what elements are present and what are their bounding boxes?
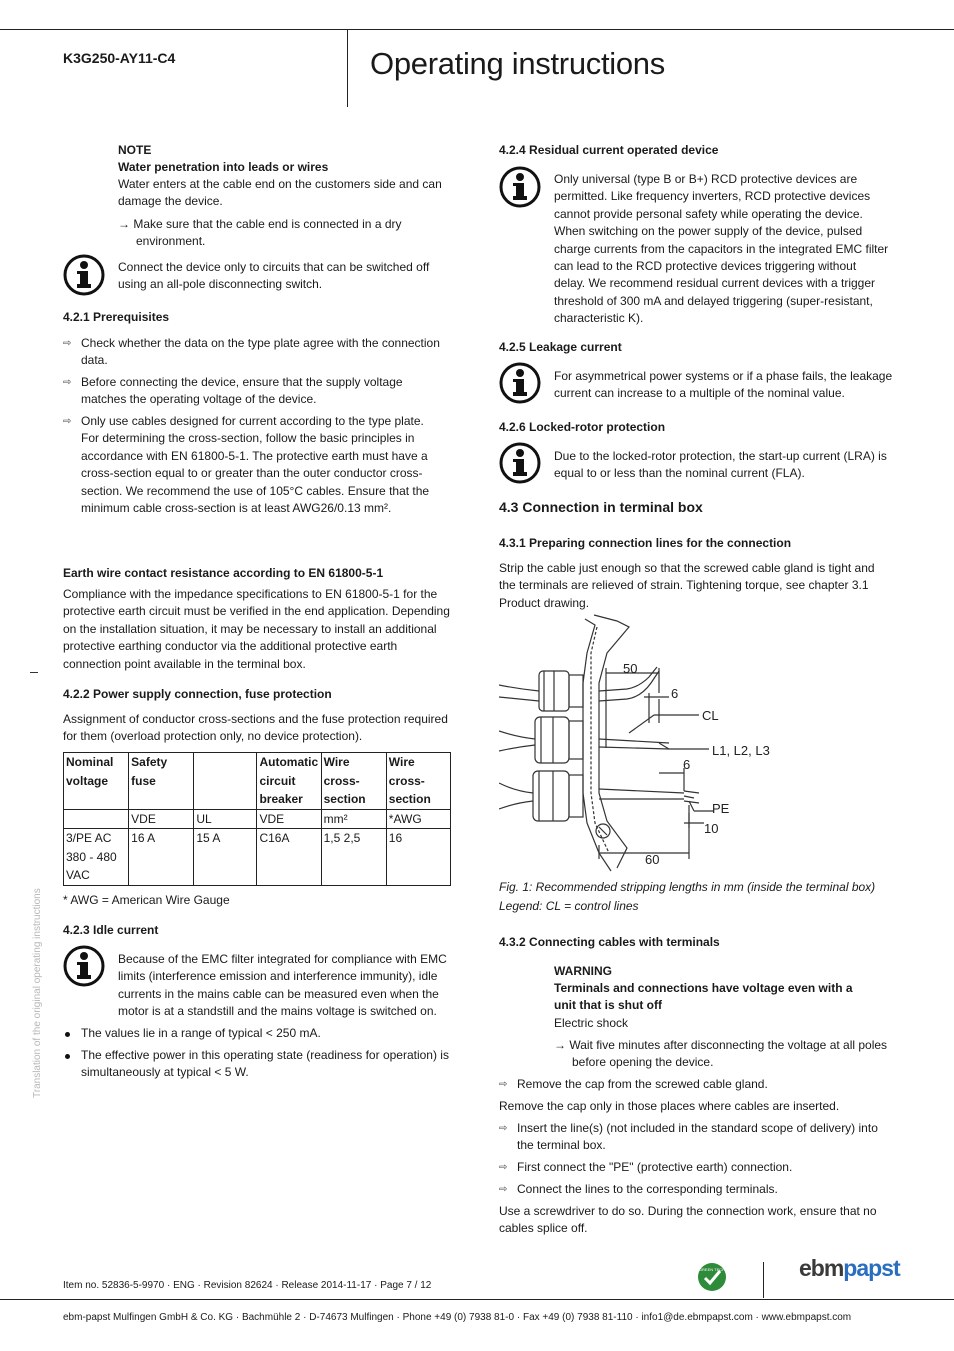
table-cell: 1,5 2,5 xyxy=(321,829,386,886)
prep-heading: 4.3.1 Preparing connection lines for the connection xyxy=(499,536,792,550)
info-icon xyxy=(499,442,541,484)
warning-title: Terminals and connections have voltage even with a unit that is shut off xyxy=(554,981,853,1013)
arrow-icon: ⇨ xyxy=(499,1162,508,1173)
table-cell: VDE xyxy=(257,809,321,829)
prereq-heading: 4.2.1 Prerequisites xyxy=(63,310,170,324)
note-action: → Make sure that the cable end is connected in a dry environment. xyxy=(118,217,402,249)
earth-text: Compliance with the impedance specifications to EN 61800-5-1 for the protective earth circuit must be verified in the end application. Depending on the installation situation, it may be necessary to install an additional protective earthing conductor via the additional protective earth connection point available in the terminal box. xyxy=(63,587,450,671)
dim-label: PE xyxy=(712,801,730,816)
idle-item: The effective power in this operating state (readiness for operation) is simultaneously at typical < 5 W. xyxy=(63,1047,451,1083)
page-title: Operating instructions xyxy=(370,46,665,81)
prereq-item: ⇨ Only use cables designed for current according to the type plate. For determining the cross-section, follow the basic principles in accordance with EN 61800-5-1. The protective earth must have a cross-section equal to or greater than the outer conductor cross-section. We recommend the use of 105°C cables. Ensure that the minimum cable cross-section is at least AWG26/0.13 mm². xyxy=(63,414,430,516)
locked-heading: 4.2.6 Locked-rotor protection xyxy=(499,420,666,434)
ebmpapst-logo: ebmpapst xyxy=(799,1255,900,1281)
housing-wall xyxy=(594,615,629,868)
step-item: ⇨ Remove the cap from the screwed cable gland. xyxy=(499,1076,889,1094)
header-top-rule xyxy=(0,29,954,30)
fuse-table xyxy=(63,752,451,886)
sheath xyxy=(599,747,669,749)
warning-action: → Wait five minutes after disconnecting the voltage at all poles before opening the device. xyxy=(554,1038,888,1070)
cable-outside xyxy=(499,783,533,793)
gland-nut xyxy=(569,721,583,759)
idle-text: Because of the EMC filter integrated for compliance with EMC limits (interference emission and interference immunity), idle currents in the mains cable can be measured even when the motor is at a standstill and the mains voltage is switched on. xyxy=(118,952,447,1019)
cables-heading: 4.3.2 Connecting cables with terminals xyxy=(499,935,720,949)
item-number: Item no. 52836-5-9970 · ENG · Revision 82624 · Release 2014-11-17 · Page 7 / 12 xyxy=(63,1280,432,1291)
info-icon xyxy=(499,362,541,404)
cable-gland xyxy=(535,717,569,763)
info-connect-text: Connect the device only to circuits that can be switched off using an all-pole disconnecting switch. xyxy=(118,260,430,292)
table-header-row xyxy=(64,753,451,810)
table-cell: 16 xyxy=(386,829,450,886)
rcd-heading: 4.2.4 Residual current operated device xyxy=(499,143,719,157)
warning-text: Electric shock xyxy=(554,1016,629,1030)
side-note: Translation of the original operating instructions xyxy=(32,888,43,1098)
cable-outside xyxy=(499,697,539,701)
table-row xyxy=(64,809,451,829)
header-divider xyxy=(347,29,348,107)
cable-outside xyxy=(499,801,533,809)
locked-text: Due to the locked-rotor protection, the start-up current (LRA) is equal to or less than the nominal current (FLA). xyxy=(554,449,887,481)
arrow-icon: ⇨ xyxy=(499,1079,508,1090)
warning-label: WARNING xyxy=(554,964,612,978)
prep-text: Strip the cable just enough so that the screwed cable gland is tight and the terminals are relieved of strain. Tightening torque, see chapter 3.1 Product drawing. xyxy=(499,561,875,610)
sheath xyxy=(599,739,669,743)
wire xyxy=(684,801,699,803)
table-cell: Automatic circuit breaker xyxy=(257,753,321,810)
table-cell: Safety fuse xyxy=(129,753,194,810)
gland-nut xyxy=(569,675,583,707)
dim-label: L1, L2, L3 xyxy=(712,743,770,758)
rcd-text: Only universal (type B or B+) RCD protective devices are permitted. Like frequency inverters, RCD protective devices cannot provide personal safety while operating the device. When switching on the power supply of the device, pulsed charge currents from the capacitors in the integrated EMC filter can lead to the RCD protective devices triggering without delay. We recommend residual current devices with a trigger threshold of 300 mA and delayed triggering (super-resistant, characteristic K). xyxy=(554,172,889,326)
leak-text: For asymmetrical power systems or if a phase fails, the leakage current can increase to a multiple of the nominal value. xyxy=(554,369,893,401)
fig-caption: Fig. 1: Recommended stripping lengths in mm (inside the terminal box) xyxy=(499,880,876,894)
awg-note: * AWG = American Wire Gauge xyxy=(63,893,230,907)
prereq-item: ⇨ Check whether the data on the type plate agree with the connection data. xyxy=(63,336,440,368)
footer-divider xyxy=(763,1262,764,1298)
table-cell: Wire cross-section xyxy=(386,753,450,810)
green-tech-badge xyxy=(697,1262,727,1292)
table-cell: Nominal voltage xyxy=(64,753,129,810)
sheath xyxy=(599,789,684,793)
margin-mark xyxy=(30,672,38,673)
dim-label: 6 xyxy=(683,757,691,772)
model-number: K3G250-AY11-C4 xyxy=(63,50,176,66)
info-icon xyxy=(63,254,105,296)
power-text: Assignment of conductor cross-sections and the fuse protection required for them (overload protection only, no device protection). xyxy=(63,712,448,744)
step-item: ⇨ First connect the "PE" (protective earth) connection. xyxy=(499,1159,889,1177)
step-note: Remove the cap only in those places where cables are inserted. xyxy=(499,1099,840,1113)
bullet-dot xyxy=(65,1032,70,1037)
table-cell xyxy=(194,753,257,810)
info-icon xyxy=(63,945,105,987)
table-cell: VDE xyxy=(129,809,194,829)
table-cell: UL xyxy=(194,809,257,829)
leak-heading: 4.2.5 Leakage current xyxy=(499,340,622,354)
idle-heading: 4.2.3 Idle current xyxy=(63,923,159,937)
arrow-icon: ⇨ xyxy=(63,377,72,388)
table-cell xyxy=(64,809,129,829)
note-text: Water enters at the cable end on the customers side and can damage the device. xyxy=(118,177,442,209)
housing-wall xyxy=(583,619,611,871)
prereq-item: ⇨ Before connecting the device, ensure that the supply voltage matches the operating voltage of the device. xyxy=(63,375,403,407)
arrow-icon: ⇨ xyxy=(63,416,72,427)
dim-label: 50 xyxy=(623,661,638,676)
dim-label: CL xyxy=(702,708,719,723)
dim-label: 10 xyxy=(704,821,719,836)
badge-text: GREEN TECH xyxy=(698,1267,726,1272)
cable-outside xyxy=(499,745,535,751)
company-address: ebm-papst Mulfingen GmbH & Co. KG · Bachmühle 2 · D-74673 Mulfingen · Phone +49 (0) 7938 81-0 · Fax +49 (0) 7938 81-110 · info1@de.ebmpapst.com · www.ebmpapst.com xyxy=(63,1312,852,1323)
arrow-icon: ⇨ xyxy=(499,1123,508,1134)
end-text: Use a screwdriver to do so. During the connection work, ensure that no cables splice off. xyxy=(499,1204,877,1236)
note-title: Water penetration into leads or wires xyxy=(118,160,329,174)
note-label: NOTE xyxy=(118,143,152,157)
step-item: ⇨ Insert the line(s) (not included in the standard scope of delivery) into the terminal box. xyxy=(499,1121,878,1153)
gland-nut xyxy=(569,775,583,817)
arrow-icon: ⇨ xyxy=(63,338,72,349)
arrow-icon: ⇨ xyxy=(499,1184,508,1195)
terminal-heading: 4.3 Connection in terminal box xyxy=(499,499,703,515)
table-cell: *AWG xyxy=(386,809,450,829)
dim-label: 60 xyxy=(645,852,660,867)
table-cell: 16 A xyxy=(129,829,194,886)
cable-outside xyxy=(499,685,539,691)
wire xyxy=(684,796,694,798)
idle-item: The values lie in a range of typical < 250 mA. xyxy=(63,1025,451,1043)
table-cell: mm² xyxy=(321,809,386,829)
table-cell: 3/PE AC 380 - 480 VAC xyxy=(64,829,129,886)
wire xyxy=(684,791,699,793)
fig-legend: Legend: CL = control lines xyxy=(499,899,639,913)
table-row xyxy=(64,829,451,886)
cable-outside xyxy=(499,731,535,739)
table-cell: C16A xyxy=(257,829,321,886)
table-cell: Wire cross-section xyxy=(321,753,386,810)
stripping-figure xyxy=(499,613,789,875)
power-heading: 4.2.2 Power supply connection, fuse protection xyxy=(63,687,332,701)
info-icon xyxy=(499,166,541,208)
step-item: ⇨ Connect the lines to the corresponding terminals. xyxy=(499,1181,889,1199)
dim-label: 6 xyxy=(671,686,679,701)
bullet-dot xyxy=(65,1054,70,1059)
earth-heading: Earth wire contact resistance according to EN 61800-5-1 xyxy=(63,566,384,580)
footer-rule xyxy=(0,1299,954,1300)
table-cell: 15 A xyxy=(194,829,257,886)
